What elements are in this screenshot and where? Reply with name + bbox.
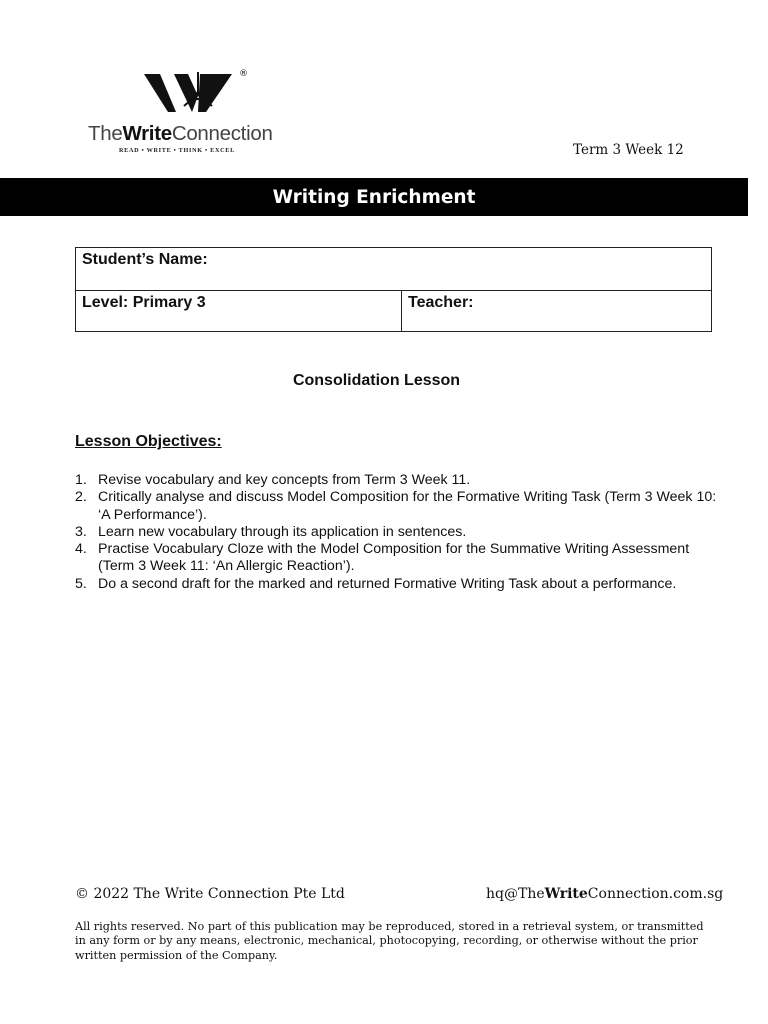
logo-tagline: READ • WRITE • THINK • EXCEL — [119, 147, 235, 154]
term-label: Term 3 Week 12 — [573, 142, 684, 158]
student-info-table — [75, 247, 712, 332]
objective-item: 3. Learn new vocabulary through its application in sentences. — [75, 523, 467, 540]
banner-title: Writing Enrichment — [272, 186, 476, 208]
level-cell — [76, 291, 402, 332]
objective-item: 2. Critically analyse and discuss Model Composition for the Formative Writing Task (Term 3 Week 10: ‘A Performance’). — [75, 489, 717, 523]
logo-wordmark: TheWriteConnection — [88, 122, 273, 145]
teacher-label: Teacher: — [408, 294, 474, 311]
title-banner — [0, 178, 748, 216]
lesson-title: Consolidation Lesson — [292, 372, 461, 389]
objective-item: 5. Do a second draft for the marked and returned Formative Writing Task about a performance. — [75, 575, 677, 592]
footer-copyright: © 2022 The Write Connection Pte Ltd — [75, 886, 345, 902]
logo-w-mark-icon — [138, 66, 248, 122]
objectives-heading: Lesson Objectives: — [75, 433, 222, 450]
rights-notice: All rights reserved. No part of this publication may be reproduced, stored in a retrieval system, or transmitted in any form or by any means, electronic, mechanical, photocopying, recording, or otherwise without the prior written permission of the Company. — [75, 920, 704, 962]
objective-item: 1. Revise vocabulary and key concepts from Term 3 Week 11. — [75, 472, 471, 488]
registered-mark: ® — [239, 69, 248, 79]
company-logo — [88, 66, 298, 158]
student-name-cell[interactable] — [76, 248, 711, 291]
teacher-cell[interactable] — [402, 291, 480, 332]
footer-email[interactable]: hq@TheWriteConnection.com.sg — [486, 886, 724, 902]
student-name-label: Student’s Name: — [82, 251, 208, 268]
level-label: Level: Primary 3 — [82, 294, 206, 311]
objective-item: 4. Practise Vocabulary Cloze with the Model Composition for the Summative Writing Assessment (Term 3 Week 11: ‘An Allergic Reaction’). — [75, 541, 690, 575]
objectives-list — [75, 472, 725, 593]
